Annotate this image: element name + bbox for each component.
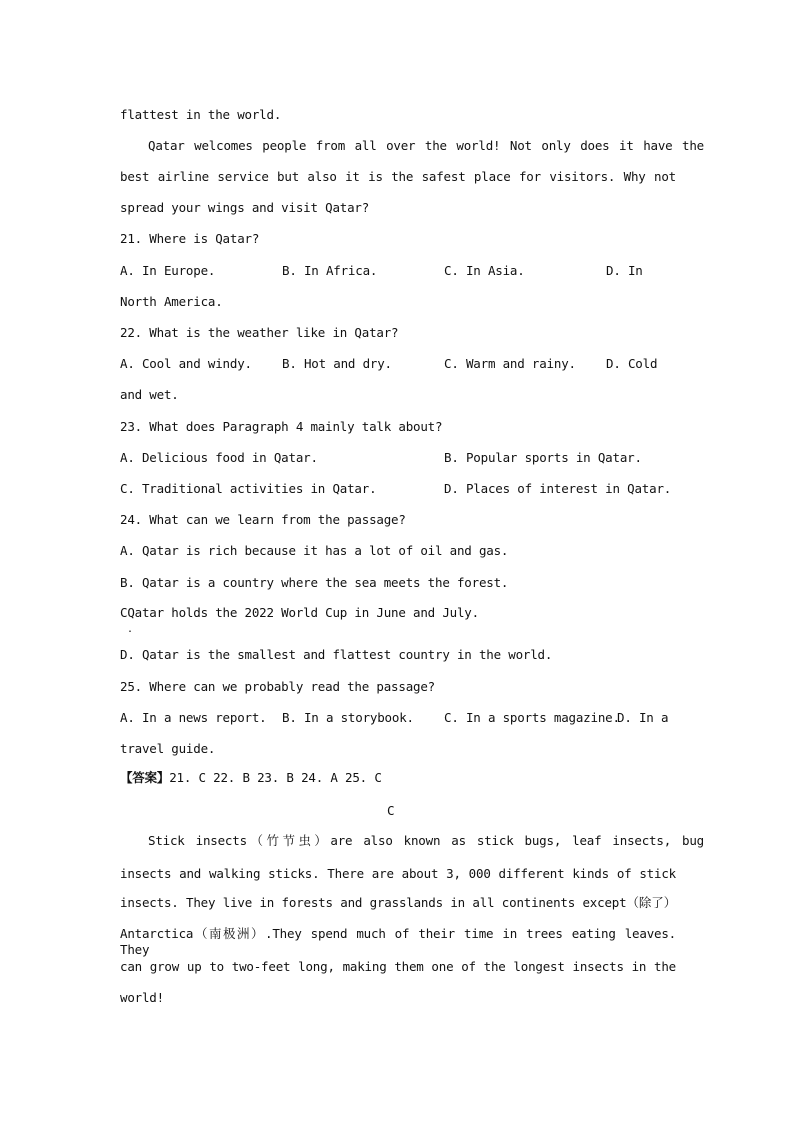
question-22-option-d-cont: and wet. (120, 387, 179, 402)
question-24-option-d: D. Qatar is the smallest and flattest country in the world. (120, 647, 553, 662)
question-21-option-b: B. In Africa. (282, 263, 378, 278)
question-21-stem: 21. Where is Qatar? (120, 231, 260, 246)
question-23-option-a: A. Delicious food in Qatar. (120, 450, 318, 465)
passage-b-line: best airline service but also it is the safest place for visitors. Why not (120, 169, 676, 184)
question-24-option-c: CQatar holds the 2022 World Cup in June and July. (120, 605, 479, 620)
question-25-option-b: B. In a storybook. (282, 710, 414, 725)
passage-c-line: insects and walking sticks. There are about 3, 000 different kinds of stick (120, 866, 676, 881)
passage-c-line: Stick insects（竹节虫）are also known as stick bugs, leaf insects, bug (148, 833, 704, 848)
answer-line (120, 770, 676, 786)
passage-b-line: Qatar welcomes people from all over the world! Not only does it have the (148, 138, 704, 153)
passage-c-line: can grow up to two-feet long, making them one of the longest insects in the (120, 959, 676, 974)
question-24-option-b: B. Qatar is a country where the sea meets the forest. (120, 575, 509, 590)
question-22-option-c: C. Warm and rainy. (444, 356, 576, 371)
question-25-stem: 25. Where can we probably read the passage? (120, 679, 436, 694)
passage-c-line: world! (120, 990, 164, 1005)
question-21-option-a: A. In Europe. (120, 263, 216, 278)
passage-b-line: flattest in the world. (120, 107, 282, 122)
question-25-option-d: D. In a (617, 710, 669, 725)
question-23-option-c: C. Traditional activities in Qatar. (120, 481, 377, 496)
passage-c-heading: C (387, 803, 395, 818)
passage-c-line: insects. They live in forests and grasslands in all continents except（除了） (120, 895, 676, 910)
answer-text: 21. C 22. B 23. B 24. A 25. C (169, 770, 382, 785)
question-23-option-b: B. Popular sports in Qatar. (444, 450, 642, 465)
question-25-option-d-cont: travel guide. (120, 741, 216, 756)
question-22-option-a: A. Cool and windy. (120, 356, 252, 371)
question-24-option-c-dot: . (127, 624, 133, 635)
question-25-option-c: C. In a sports magazine. (444, 710, 620, 725)
question-24-option-a: A. Qatar is rich because it has a lot of oil and gas. (120, 543, 509, 558)
passage-c-line: Antarctica（南极洲）.They spend much of their time in trees eating leaves. They (120, 926, 676, 957)
question-24-stem: 24. What can we learn from the passage? (120, 512, 406, 527)
question-22-option-d: D. Cold (606, 356, 658, 371)
question-23-option-d: D. Places of interest in Qatar. (444, 481, 672, 496)
question-21-option-c: C. In Asia. (444, 263, 525, 278)
answer-label: 【答案】 (120, 770, 170, 785)
question-22-stem: 22. What is the weather like in Qatar? (120, 325, 399, 340)
question-21-option-d-cont: North America. (120, 294, 223, 309)
question-21-option-d: D. In (606, 263, 643, 278)
question-23-stem: 23. What does Paragraph 4 mainly talk about? (120, 419, 443, 434)
passage-b-line: spread your wings and visit Qatar? (120, 200, 370, 215)
question-22-option-b: B. Hot and dry. (282, 356, 392, 371)
question-25-option-a: A. In a news report. (120, 710, 267, 725)
